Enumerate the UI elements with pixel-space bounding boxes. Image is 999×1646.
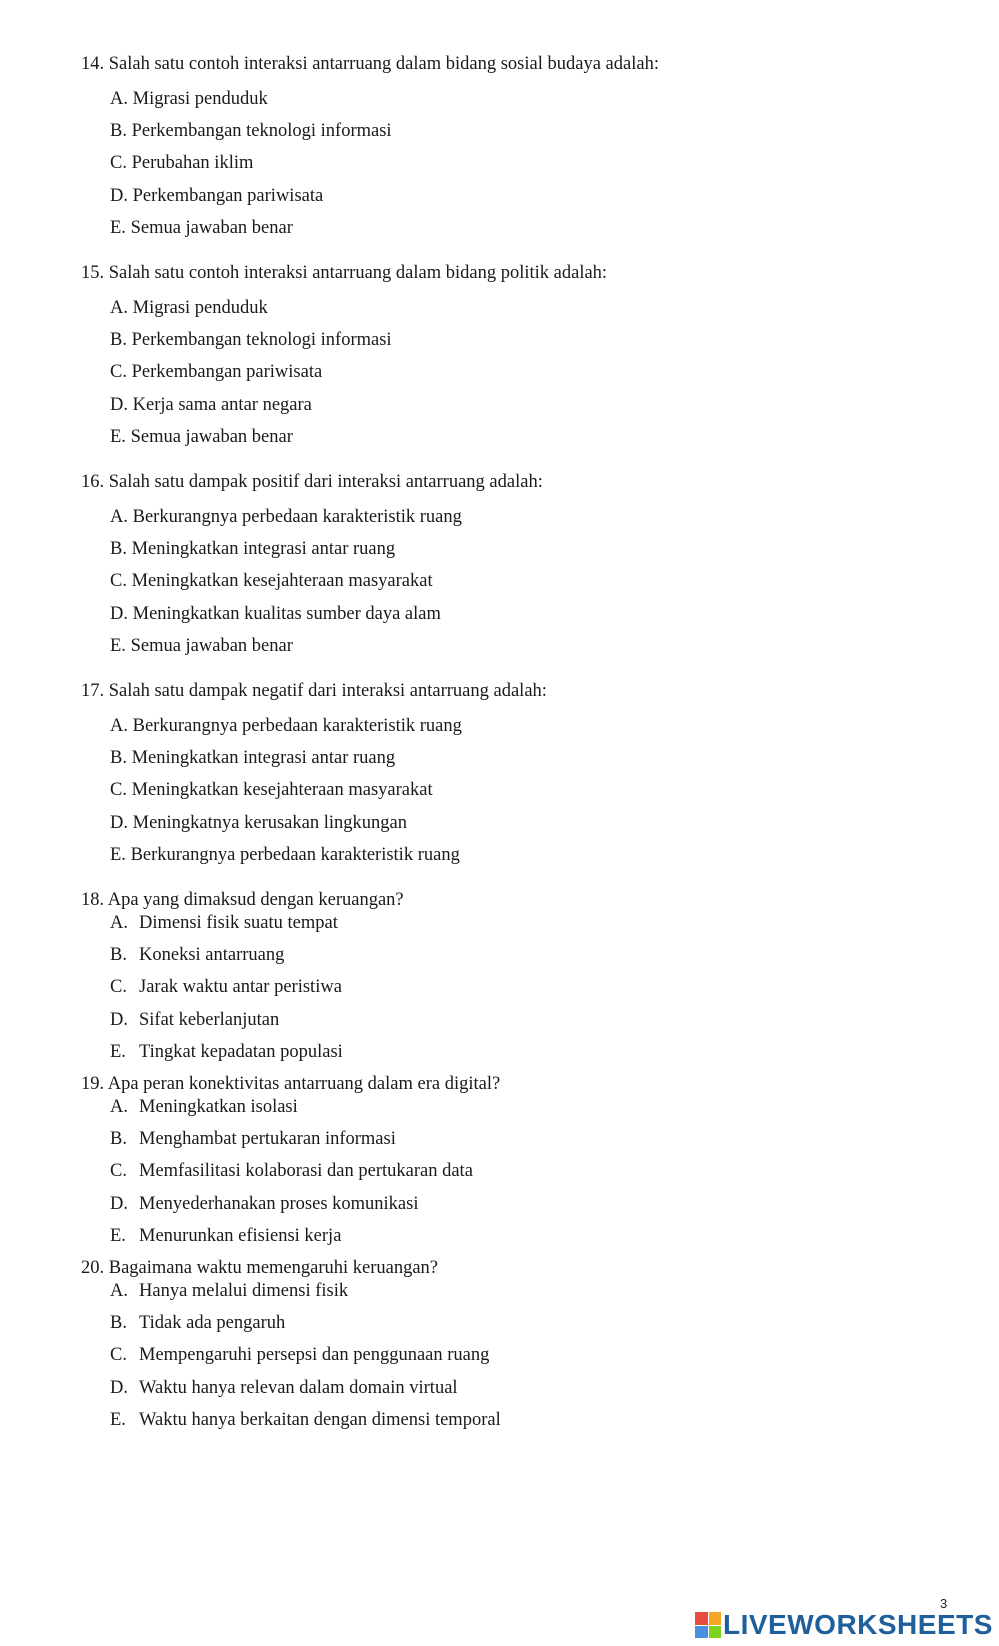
option-text: Tingkat kepadatan populasi <box>139 1042 343 1062</box>
option-a[interactable] <box>110 1097 298 1118</box>
option-text: Meningkatkan integrasi antar ruang <box>131 748 396 768</box>
option-c[interactable] <box>110 1161 473 1182</box>
question-text <box>81 263 607 284</box>
option-text: Memfasilitasi kolaborasi dan pertukaran data <box>139 1161 473 1181</box>
option-letter: C. <box>110 1345 127 1365</box>
question-number: 19. <box>81 1074 105 1094</box>
option-text: Berkurangnya perbedaan karakteristik ruang <box>132 507 462 527</box>
option-letter: D. <box>110 395 128 415</box>
option-d[interactable] <box>110 604 441 625</box>
option-letter: A. <box>110 1097 128 1117</box>
option-letter: B. <box>110 748 127 768</box>
option-letter: C. <box>110 1161 127 1181</box>
option-text: Migrasi penduduk <box>132 298 268 318</box>
question-prompt: Salah satu contoh interaksi antarruang dalam bidang politik adalah: <box>108 263 608 283</box>
option-b[interactable] <box>110 330 392 351</box>
option-a[interactable] <box>110 716 462 737</box>
option-letter: A. <box>110 298 128 318</box>
question-text <box>81 1258 438 1279</box>
option-text: Berkurangnya perbedaan karakteristik ruang <box>132 716 462 736</box>
option-a[interactable] <box>110 1281 348 1302</box>
option-text: Waktu hanya relevan dalam domain virtual <box>139 1378 458 1398</box>
option-text: Hanya melalui dimensi fisik <box>139 1281 349 1301</box>
option-text: Semua jawaban benar <box>130 427 293 447</box>
option-d[interactable] <box>110 186 323 207</box>
option-text: Meningkatkan kualitas sumber daya alam <box>132 604 441 624</box>
question-number: 15. <box>81 263 105 283</box>
option-text: Perkembangan teknologi informasi <box>131 330 392 350</box>
question-number: 14. <box>81 54 105 74</box>
option-d[interactable] <box>110 1010 279 1031</box>
option-letter: B. <box>110 1129 127 1149</box>
option-c[interactable] <box>110 977 342 998</box>
option-e[interactable] <box>110 845 460 866</box>
option-d[interactable] <box>110 1194 418 1215</box>
question-number: 16. <box>81 472 105 492</box>
option-e[interactable] <box>110 636 293 657</box>
option-a[interactable] <box>110 913 338 934</box>
option-letter: D. <box>110 604 128 624</box>
option-b[interactable] <box>110 121 392 142</box>
question-prompt: Apa yang dimaksud dengan keruangan? <box>107 890 404 910</box>
option-letter: C. <box>110 571 127 591</box>
option-text: Semua jawaban benar <box>130 636 293 656</box>
option-letter: D. <box>110 186 128 206</box>
option-text: Koneksi antarruang <box>139 945 285 965</box>
question-number: 18. <box>81 890 105 910</box>
option-b[interactable] <box>110 748 395 769</box>
option-text: Menurunkan efisiensi kerja <box>139 1226 342 1246</box>
option-c[interactable] <box>110 1345 489 1366</box>
option-e[interactable] <box>110 1042 343 1063</box>
option-text: Meningkatkan integrasi antar ruang <box>131 539 396 559</box>
question-prompt: Salah satu dampak positif dari interaksi antarruang adalah: <box>108 472 543 492</box>
option-text: Tidak ada pengaruh <box>139 1313 286 1333</box>
option-c[interactable] <box>110 780 433 801</box>
option-letter: C. <box>110 780 127 800</box>
liveworksheets-logo-icon <box>695 1612 721 1638</box>
option-c[interactable] <box>110 571 433 592</box>
option-a[interactable] <box>110 507 462 528</box>
option-letter: A. <box>110 716 128 736</box>
option-text: Meningkatkan isolasi <box>139 1097 298 1117</box>
option-letter: C. <box>110 153 127 173</box>
question-text <box>81 54 659 75</box>
logo-square-4 <box>709 1626 722 1639</box>
option-e[interactable] <box>110 1410 501 1431</box>
option-text: Meningkatkan kesejahteraan masyarakat <box>131 780 433 800</box>
option-text: Sifat keberlanjutan <box>139 1010 280 1030</box>
option-text: Waktu hanya berkaitan dengan dimensi temporal <box>139 1410 501 1430</box>
page-number: 3 <box>940 1596 948 1611</box>
option-letter: B. <box>110 945 127 965</box>
question-prompt: Bagaimana waktu memengaruhi keruangan? <box>108 1258 439 1278</box>
option-text: Berkurangnya perbedaan karakteristik ruang <box>130 845 460 865</box>
option-text: Perubahan iklim <box>131 153 254 173</box>
option-a[interactable] <box>110 298 268 319</box>
option-text: Semua jawaban benar <box>130 218 293 238</box>
option-letter: D. <box>110 813 128 833</box>
option-text: Perkembangan teknologi informasi <box>131 121 392 141</box>
option-d[interactable] <box>110 1378 458 1399</box>
option-letter: E. <box>110 636 126 656</box>
option-text: Kerja sama antar negara <box>132 395 312 415</box>
option-b[interactable] <box>110 539 395 560</box>
option-c[interactable] <box>110 153 253 174</box>
option-b[interactable] <box>110 1313 285 1334</box>
option-letter: E. <box>110 1042 126 1062</box>
option-letter: B. <box>110 330 127 350</box>
option-letter: D. <box>110 1194 128 1214</box>
option-letter: A. <box>110 913 128 933</box>
option-letter: E. <box>110 427 126 447</box>
option-text: Perkembangan pariwisata <box>131 362 323 382</box>
option-letter: E. <box>110 845 126 865</box>
question-prompt: Salah satu contoh interaksi antarruang dalam bidang sosial budaya adalah: <box>108 54 659 74</box>
option-letter: B. <box>110 1313 127 1333</box>
option-letter: A. <box>110 1281 128 1301</box>
liveworksheets-logo[interactable] <box>695 1611 993 1639</box>
question-text <box>81 681 547 702</box>
question-number: 20. <box>81 1258 105 1278</box>
option-letter: E. <box>110 1410 126 1430</box>
option-text: Meningkatnya kerusakan lingkungan <box>132 813 407 833</box>
option-letter: D. <box>110 1010 128 1030</box>
option-d[interactable] <box>110 813 407 834</box>
question-text <box>81 472 543 493</box>
option-text: Migrasi penduduk <box>132 89 268 109</box>
option-b[interactable] <box>110 1129 396 1150</box>
question-prompt: Apa peran konektivitas antarruang dalam era digital? <box>107 1074 501 1094</box>
question-text <box>81 1074 500 1095</box>
option-e[interactable] <box>110 1226 341 1247</box>
option-text: Dimensi fisik suatu tempat <box>139 913 338 933</box>
option-letter: C. <box>110 977 127 997</box>
option-a[interactable] <box>110 89 268 110</box>
option-letter: E. <box>110 218 126 238</box>
logo-square-1 <box>695 1612 708 1625</box>
option-b[interactable] <box>110 945 284 966</box>
option-e[interactable] <box>110 218 293 239</box>
question-number: 17. <box>81 681 105 701</box>
option-letter: A. <box>110 507 128 527</box>
option-d[interactable] <box>110 395 312 416</box>
option-text: Perkembangan pariwisata <box>132 186 324 206</box>
option-c[interactable] <box>110 362 322 383</box>
option-letter: C. <box>110 362 127 382</box>
option-letter: A. <box>110 89 128 109</box>
option-text: Meningkatkan kesejahteraan masyarakat <box>131 571 433 591</box>
option-letter: E. <box>110 1226 126 1246</box>
option-text: Menghambat pertukaran informasi <box>139 1129 396 1149</box>
logo-square-2 <box>709 1612 722 1625</box>
option-text: Mempengaruhi persepsi dan penggunaan ruang <box>139 1345 490 1365</box>
option-letter: B. <box>110 539 127 559</box>
option-e[interactable] <box>110 427 293 448</box>
option-letter: B. <box>110 121 127 141</box>
liveworksheets-wordmark: LIVEWORKSHEETS <box>723 1609 993 1640</box>
option-letter: D. <box>110 1378 128 1398</box>
logo-square-3 <box>695 1626 708 1639</box>
option-text: Menyederhanakan proses komunikasi <box>139 1194 419 1214</box>
option-text: Jarak waktu antar peristiwa <box>139 977 342 997</box>
question-prompt: Salah satu dampak negatif dari interaksi antarruang adalah: <box>108 681 547 701</box>
question-text <box>81 890 404 911</box>
